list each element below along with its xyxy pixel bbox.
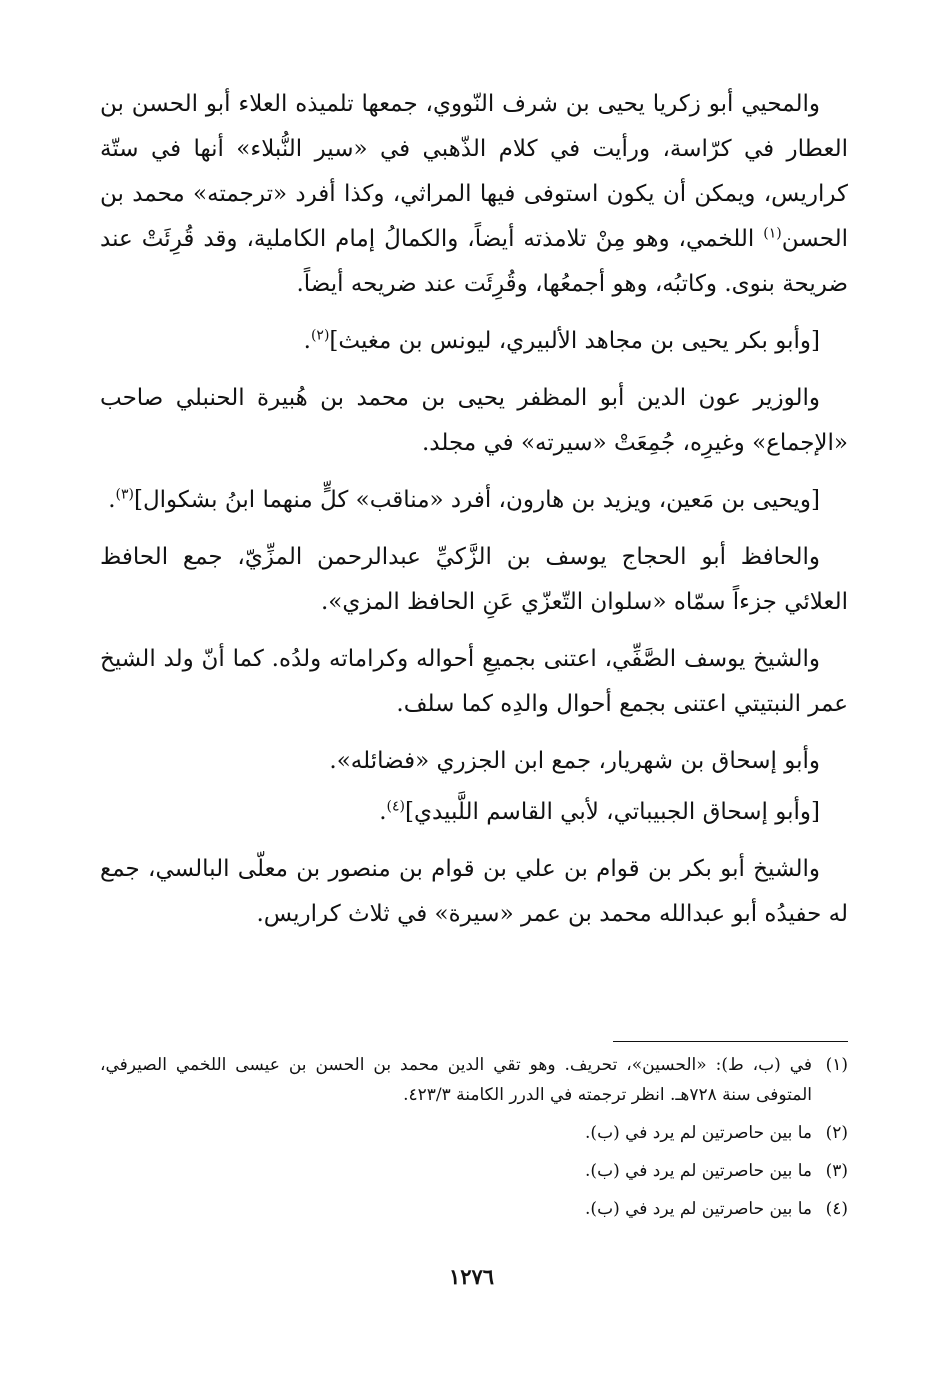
paragraph-yusuf-safi bbox=[100, 637, 848, 727]
paragraph-text: والحافظ أبو الحجاج يوسف بن الزَّكيِّ عبدالرحمن المزِّيّ، جمع الحافظ العلائي جزءاً سمّاه «سلوان التّعزّي عَنِ الحافظ المزي». bbox=[100, 544, 848, 615]
footnote-number: (٢) bbox=[825, 1123, 848, 1143]
paragraph-jubaybati bbox=[100, 790, 848, 835]
footnote-separator bbox=[613, 1041, 848, 1042]
paragraph-text: والشيخ يوسف الصَّفِّي، اعتنى بجميعِ أحواله وكراماته ولدُه. كما أنّ ولد الشيخ عمر النبتيتي اعتنى بجمع أحوال والدِه كما سلف. bbox=[100, 646, 848, 717]
paragraph-text: [ويحيى بن مَعين، ويزيد بن هارون، أفرد «مناقب» كلٍّ منهما ابنُ بشكوال] bbox=[133, 487, 820, 513]
paragraph-text: والشيخ أبو بكر بن قوام بن علي بن قوام بن منصور بن معلّى البالسي، جمع له حفيدُه أبو عبدالله محمد بن عمر «سيرة» في ثلاث كراريس. bbox=[100, 856, 848, 927]
main-text bbox=[100, 82, 848, 949]
paragraph-shahriyar bbox=[100, 739, 848, 784]
paragraph-nawawi bbox=[100, 82, 848, 307]
footnote-4 bbox=[100, 1194, 848, 1224]
paragraph-ibn-hubayra bbox=[100, 376, 848, 466]
paragraph-text: والمحيي أبو زكريا يحيى بن شرف النّووي، جمعها تلميذه العلاء أبو الحسن بن العطار في كرّاسة، ورأيت في كلام الذّهبي في «سير النُّبلاء» أنها في ستّة كراريس، ويمكن أن يكون استوفى فيها المراثي، وكذا أفرد «ترجمته» محمد بن الحسن bbox=[100, 91, 848, 252]
footnote-ref-1: (١) bbox=[763, 225, 782, 242]
footnote-text: في (ب، ط): «الحسين»، تحريف. وهو تقي الدين محمد بن الحسن بن عيسى اللخمي الصيرفي، المتوفى سنة ٧٢٨هـ. انظر ترجمته في الدرر الكامنة ٤٢٣/٣. bbox=[100, 1055, 812, 1105]
paragraph-text: [وأبو إسحاق الجبيباتي، لأبي القاسم اللَّبيدي] bbox=[405, 799, 820, 825]
footnote-ref-4: (٤) bbox=[386, 798, 405, 815]
footnotes bbox=[100, 1050, 848, 1232]
footnote-1 bbox=[100, 1050, 848, 1110]
paragraph-text-continued: . bbox=[108, 487, 116, 513]
paragraph-balisi bbox=[100, 847, 848, 937]
footnote-number: (١) bbox=[825, 1055, 848, 1075]
footnote-text: ما بين حاصرتين لم يرد في (ب). bbox=[585, 1199, 812, 1219]
page-number: ١٢٧٦ bbox=[448, 1264, 495, 1289]
paragraph-albiri bbox=[100, 319, 848, 364]
footnote-3 bbox=[100, 1156, 848, 1186]
paragraph-text: وأبو إسحاق بن شهريار، جمع ابن الجزري «فضائله». bbox=[329, 748, 820, 774]
paragraph-ibn-main bbox=[100, 478, 848, 523]
paragraph-text-continued: . bbox=[379, 799, 387, 825]
paragraph-text: والوزير عون الدين أبو المظفر يحيى بن محمد بن هُبيرة الحنبلي صاحب «الإجماع» وغيرِه، جُمِعَتْ «سيرته» في مجلد. bbox=[100, 385, 848, 456]
footnote-ref-2: (٢) bbox=[310, 327, 330, 344]
paragraph-text-continued: اللخمي، وهو مِنْ تلامذته أيضاً، والكمالُ إمام الكاملية، وقد قُرِئَتْ عند ضريحة بنوى. وكاتبُه، وهو أجمعُها، وقُرِئَت عند ضريحه أيضاً. bbox=[100, 226, 848, 297]
footnote-text: ما بين حاصرتين لم يرد في (ب). bbox=[585, 1161, 812, 1181]
paragraph-text: [وأبو بكر يحيى بن مجاهد الألبيري، ليونس بن مغيث] bbox=[329, 328, 820, 354]
paragraph-text-continued: . bbox=[303, 328, 311, 354]
footnote-text: ما بين حاصرتين لم يرد في (ب). bbox=[585, 1123, 812, 1143]
paragraph-mizzi bbox=[100, 535, 848, 625]
footnote-number: (٤) bbox=[825, 1199, 848, 1219]
footnote-2 bbox=[100, 1118, 848, 1148]
footnote-ref-3: (٣) bbox=[115, 486, 134, 503]
footnote-number: (٣) bbox=[825, 1161, 848, 1181]
